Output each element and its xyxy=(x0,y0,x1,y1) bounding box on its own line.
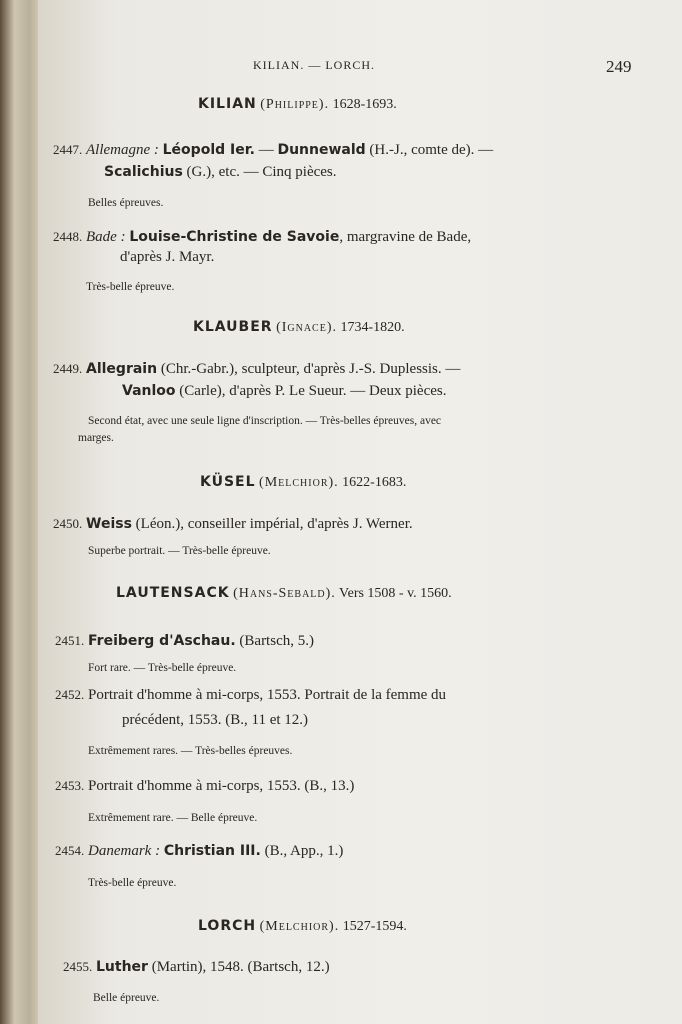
catalogue-entry: 2449. Allegrain (Chr.-Gabr.), sculpteur, d'après J.-S. Duplessis. — xyxy=(53,361,461,377)
book-gutter xyxy=(0,0,42,1024)
entry-note: Très-belle épreuve. xyxy=(86,281,175,293)
artist-heading: KILIAN (Philippe). 1628-1693. xyxy=(198,96,397,112)
catalogue-page xyxy=(38,0,682,1024)
entry-note: Second état, avec une seule ligne d'inscription. — Très-belles épreuves, avec xyxy=(88,415,442,427)
catalogue-entry: 2448. Bade : Louise-Christine de Savoie, margravine de Bade, xyxy=(53,229,472,245)
artist-heading: KLAUBER (Ignace). 1734-1820. xyxy=(193,319,405,335)
entry-note: Belle épreuve. xyxy=(93,992,160,1004)
entry-note: Belles épreuves. xyxy=(88,197,164,209)
catalogue-entry: 2447. Allemagne : Léopold Ier. — Dunnewald (H.-J., comte de). — xyxy=(53,142,494,158)
catalogue-entry: 2454. Danemark : Christian III. (B., App., 1.) xyxy=(55,843,344,859)
catalogue-entry-line: d'après J. Mayr. xyxy=(120,249,215,265)
catalogue-entry: 2451. Freiberg d'Aschau. (Bartsch, 5.) xyxy=(55,633,314,649)
running-head: KILIAN. — LORCH. xyxy=(253,58,375,72)
artist-heading: KÜSEL (Melchior). 1622-1683. xyxy=(200,474,407,490)
artist-heading: LORCH (Melchior). 1527-1594. xyxy=(198,918,407,934)
entry-note: Extrêmement rares. — Très-belles épreuves. xyxy=(88,745,293,757)
entry-note: Fort rare. — Très-belle épreuve. xyxy=(88,662,237,674)
page-number: 249 xyxy=(606,57,632,76)
entry-note: Extrêmement rare. — Belle épreuve. xyxy=(88,812,258,824)
catalogue-entry: 2453. Portrait d'homme à mi-corps, 1553. (B., 13.) xyxy=(55,778,355,794)
entry-note: marges. xyxy=(78,432,114,444)
catalogue-entry: 2455. Luther (Martin), 1548. (Bartsch, 12.) xyxy=(63,959,330,975)
catalogue-entry-line: précédent, 1553. (B., 11 et 12.) xyxy=(122,712,309,728)
catalogue-entry-line: Scalichius (G.), etc. — Cinq pièces. xyxy=(104,164,337,180)
entry-note: Très-belle épreuve. xyxy=(88,877,177,889)
catalogue-entry-line: Vanloo (Carle), d'après P. Le Sueur. — Deux pièces. xyxy=(122,383,447,399)
catalogue-entry: 2452. Portrait d'homme à mi-corps, 1553. Portrait de la femme du xyxy=(55,687,447,703)
entry-note: Superbe portrait. — Très-belle épreuve. xyxy=(88,545,271,557)
artist-heading: LAUTENSACK (Hans-Sebald). Vers 1508 - v. 1560. xyxy=(116,585,452,601)
catalogue-entry: 2450. Weiss (Léon.), conseiller impérial, d'après J. Werner. xyxy=(53,516,413,532)
